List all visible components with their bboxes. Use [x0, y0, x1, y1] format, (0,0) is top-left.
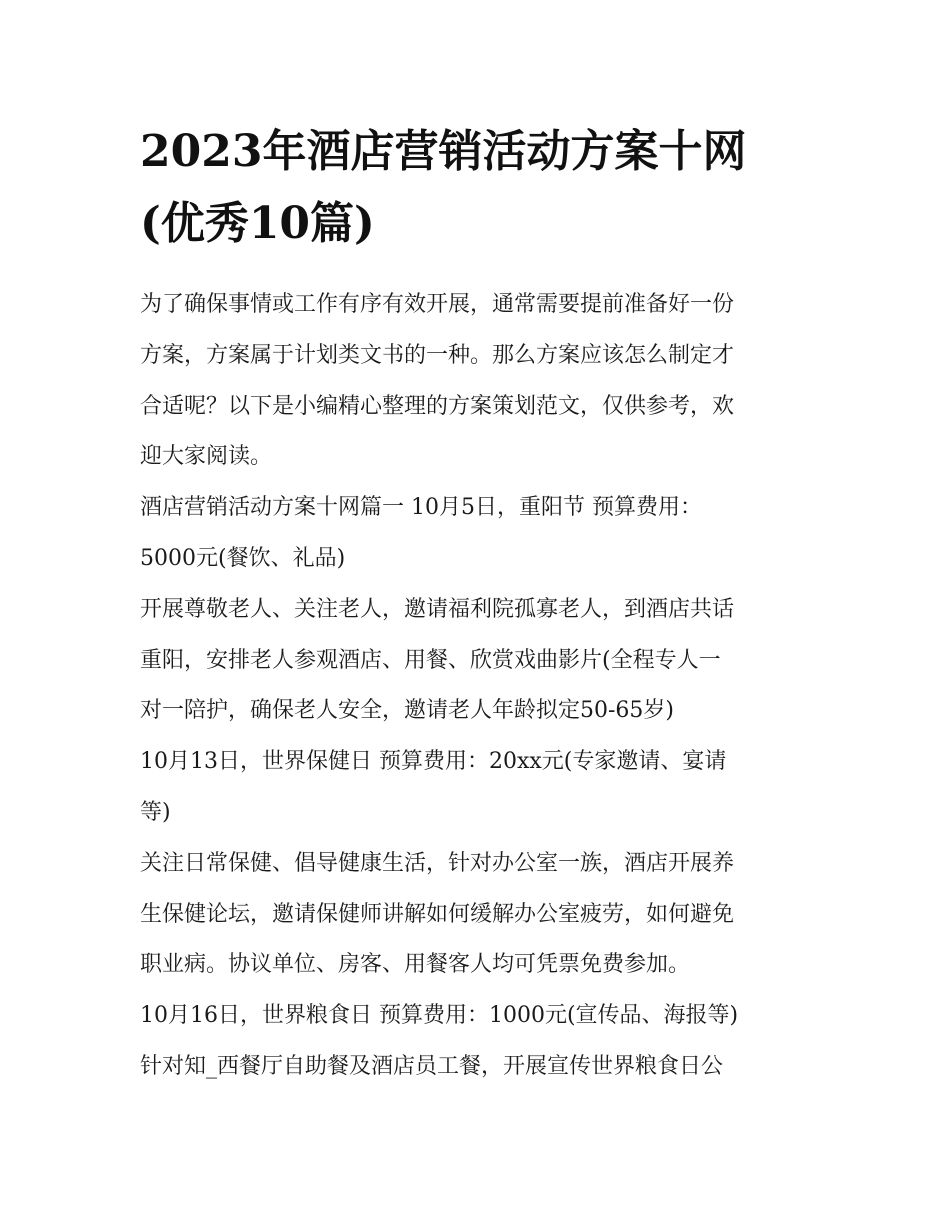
body-line: 针对知_西餐厅自助餐及酒店员工餐，开展宣传世界粮食日公 [140, 1053, 724, 1079]
body-line: 职业病。协议单位、房客、用餐客人均可凭票免费参加。 [140, 952, 691, 978]
body-line: 关注日常保健、倡导健康生活，针对办公室一族，酒店开展养 [140, 850, 735, 876]
document-title [140, 116, 820, 260]
body-line: 为了确保事情或工作有序有效开展，通常需要提前准备好一份 [140, 292, 735, 317]
body-line: 重阳，安排老人参观酒店、用餐、欣赏戏曲影片(全程专人一 [140, 647, 721, 673]
body-line: 开展尊敬老人、关注老人，邀请福利院孤寡老人，到酒店共话 [140, 596, 735, 622]
title-line-2: (优秀10篇) [140, 198, 375, 249]
document-body [140, 280, 820, 1093]
body-line: 10月16日，世界粮食日 预算费用：1000元(宣传品、海报等) [140, 1003, 739, 1029]
body-line: 酒店营销活动方案十网篇一 10月5日，重阳节 预算费用： [140, 495, 702, 521]
title-line-1: 2023年酒店营销活动方案十网 [140, 126, 747, 177]
body-line: 等) [140, 799, 171, 825]
body-line: 生保健论坛，邀请保健师讲解如何缓解办公室疲劳，如何避免 [140, 901, 735, 927]
body-line: 合适呢？以下是小编精心整理的方案策划范文，仅供参考，欢 [140, 393, 735, 419]
body-line: 对一陪护，确保老人安全，邀请老人年龄拟定50-65岁) [140, 698, 675, 724]
body-line: 方案，方案属于计划类文书的一种。那么方案应该怎么制定才 [140, 342, 735, 368]
body-line: 5000元(餐饮、礼品) [140, 545, 346, 571]
body-line: 迎大家阅读。 [140, 444, 273, 470]
body-line: 10月13日，世界保健日 预算费用：20xx元(专家邀请、宴请 [140, 749, 727, 775]
